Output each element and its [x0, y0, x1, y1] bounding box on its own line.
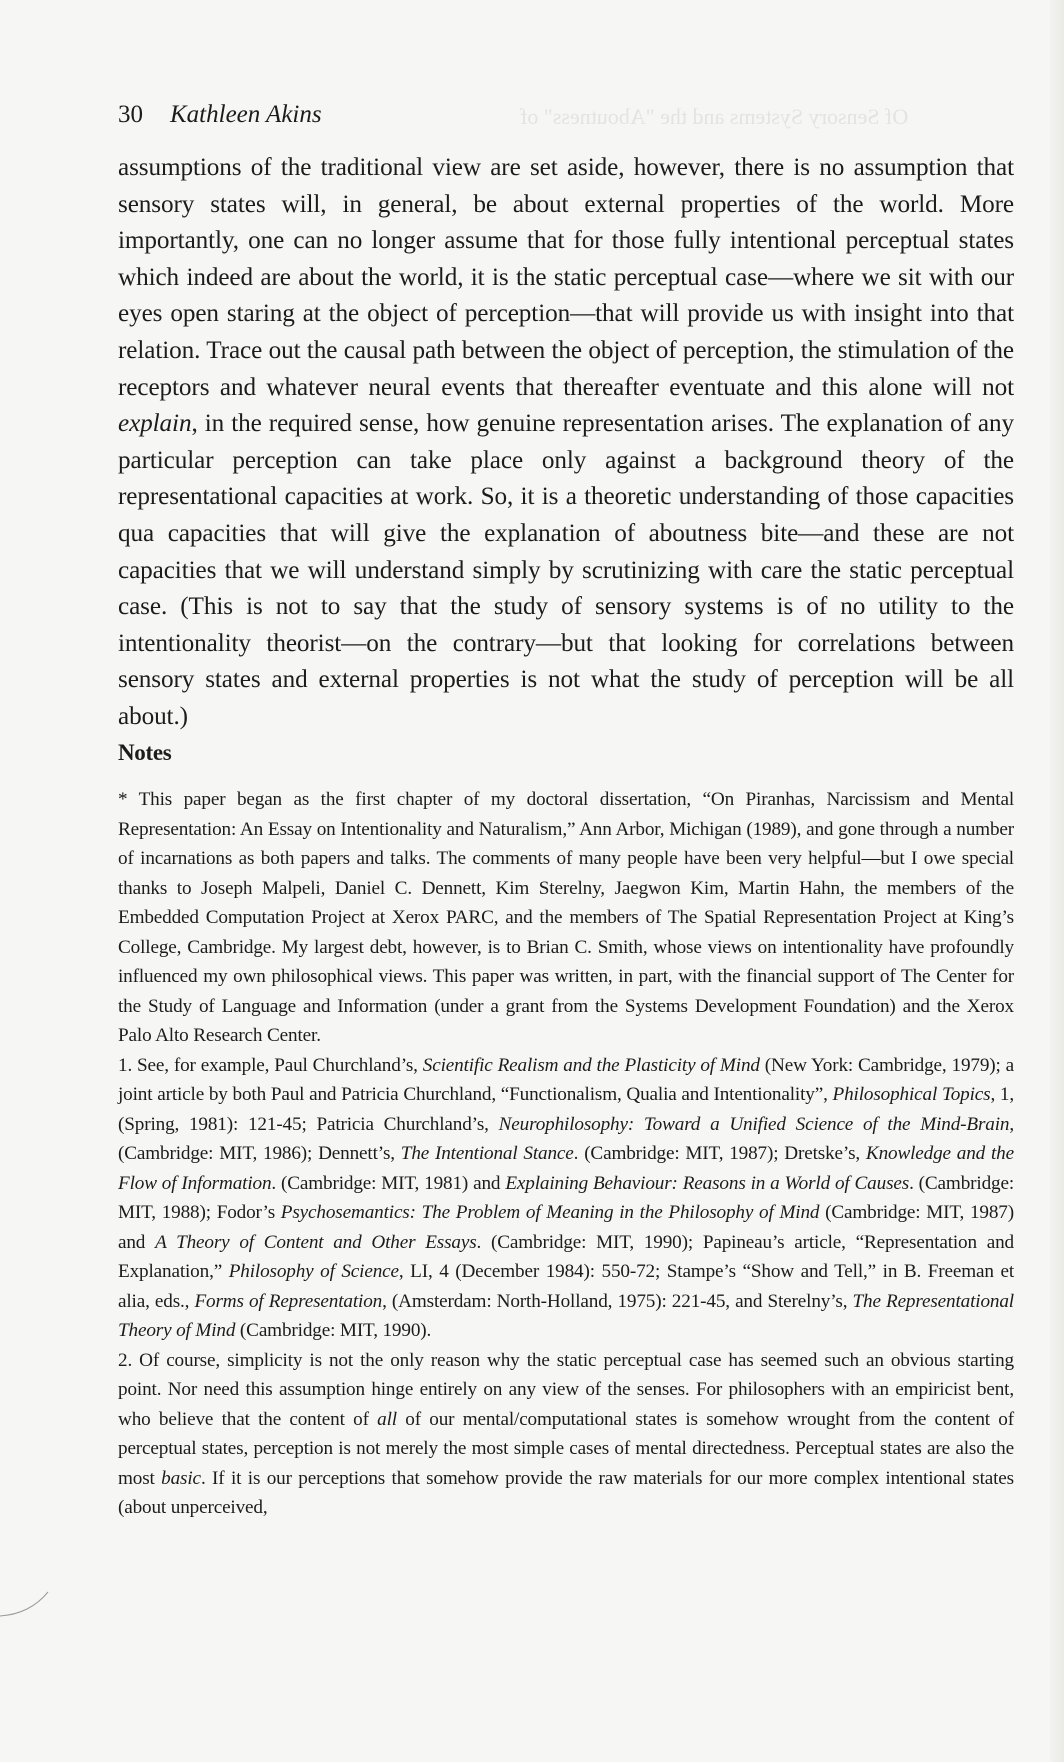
bleed-through-text: Of Sensory Systems and the "Aboutness" of — [520, 104, 909, 129]
note-star: * This paper began as the first chapter of my doctoral dissertation, “On Piranhas, Narcissism and Mental Representation: An Essay on Intentionality and Naturalism,” Ann Arbor, Michigan (1989), and gone through a number of incarnations as both papers and talks. The comments of many people have been very helpful—but I owe special thanks to Joseph Malpeli, Daniel C. Dennett, Kim Sterelny, Jaegwon Kim, Martin Hahn, the members of the Embedded Computation Project at Xerox PARC, and the members of The Spatial Representation Project at King’s College, Cambridge. My largest debt, however, is to Brian C. Smith, whose views on intentionality have profoundly influenced my own philosophical views. This paper was written, in part, with the financial support of The Center for the Study of Language and Information (under a grant from the Systems Development Foundation) and the Xerox Palo Alto Research Center. — [118, 789, 1014, 1046]
note-2: 2. Of course, simplicity is not the only reason why the static perceptual case has seemed such an obvious starting point. Nor need this assumption hinge entirely on any view of the senses. For philosophers with an empiricist bent, who believe that the content of all of our mental/computational states is somehow wrought from the content of perceptual states, perception is not merely the most simple cases of mental directedness. Perceptual states are also the most basic. If it is our perceptions that somehow provide the raw materials for our more complex intentional states (about unperceived, — [118, 1349, 1014, 1518]
emphasis: explain — [118, 410, 192, 438]
body-paragraph: assumptions of the traditional view are set aside, however, there is no assumption that sensory states will, in general, be about external properties of the world. More importantly, one can no longer assume that for those fully intentional perceptual states which indeed are about the world, it is the static perceptual case—where we sit with our eyes open staring at the object of perception—that will provide us with insight into that relation. Trace out the causal path between the object of perception, the stimulation of the receptors and whatever neural events that thereafter eventuate and this alone will not explain, in the required sense, how genuine representation arises. The explanation of any particular perception can take place only against a background theory of the representational capacities at work. So, it is a theoretic understanding of those capacities qua capacities that will give the explanation of aboutness bite—and these are not capacities that we will understand simply by scrutinizing with care the static perceptual case. (This is not to say that the study of sensory systems is of no utility to the intentionality theorist—on the contrary—but that looking for correlations between sensory states and external properties is not what the study of perception will be all about.) — [118, 154, 1014, 730]
page-number: 30 — [118, 101, 143, 128]
running-head-author: Kathleen Akins — [170, 101, 322, 128]
pen-mark — [0, 1588, 60, 1618]
page-edge-shadow — [1050, 0, 1064, 1762]
running-head — [118, 100, 322, 130]
notes-section — [118, 785, 1014, 1523]
body-text — [118, 150, 1014, 736]
note-1: 1. See, for example, Paul Churchland’s, Scientific Realism and the Plasticity of Mind (New York: Cambridge, 1979); a joint article by both Paul and Patricia Churchland, “Functionalism, Qualia and Intentionality”, Philosophical Topics, 1, (Spring, 1981): 121-45; Patricia Churchland’s, Neurophilosophy: Toward a Unified Science of the Mind-Brain, (Cambridge: MIT, 1986); Dennett’s, The Intentional Stance. (Cambridge: MIT, 1987); Dretske’s, Knowledge and the Flow of Information. (Cambridge: MIT, 1981) and Explaining Behaviour: Reasons in a World of Causes. (Cambridge: MIT, 1988); Fodor’s Psychosemantics: The Problem of Meaning in the Philosophy of Mind (Cambridge: MIT, 1987) and A Theory of Content and Other Essays. (Cambridge: MIT, 1990); Papineau’s article, “Representation and Explanation,” Philosophy of Science, LI, 4 (December 1984): 550-72; Stampe’s “Show and Tell,” in B. Freeman et alia, eds., Forms of Representation, (Amsterdam: North-Holland, 1975): 221-45, and Sterelny’s, The Representational Theory of Mind (Cambridge: MIT, 1990). — [118, 1054, 1015, 1341]
notes-heading: Notes — [118, 740, 172, 765]
